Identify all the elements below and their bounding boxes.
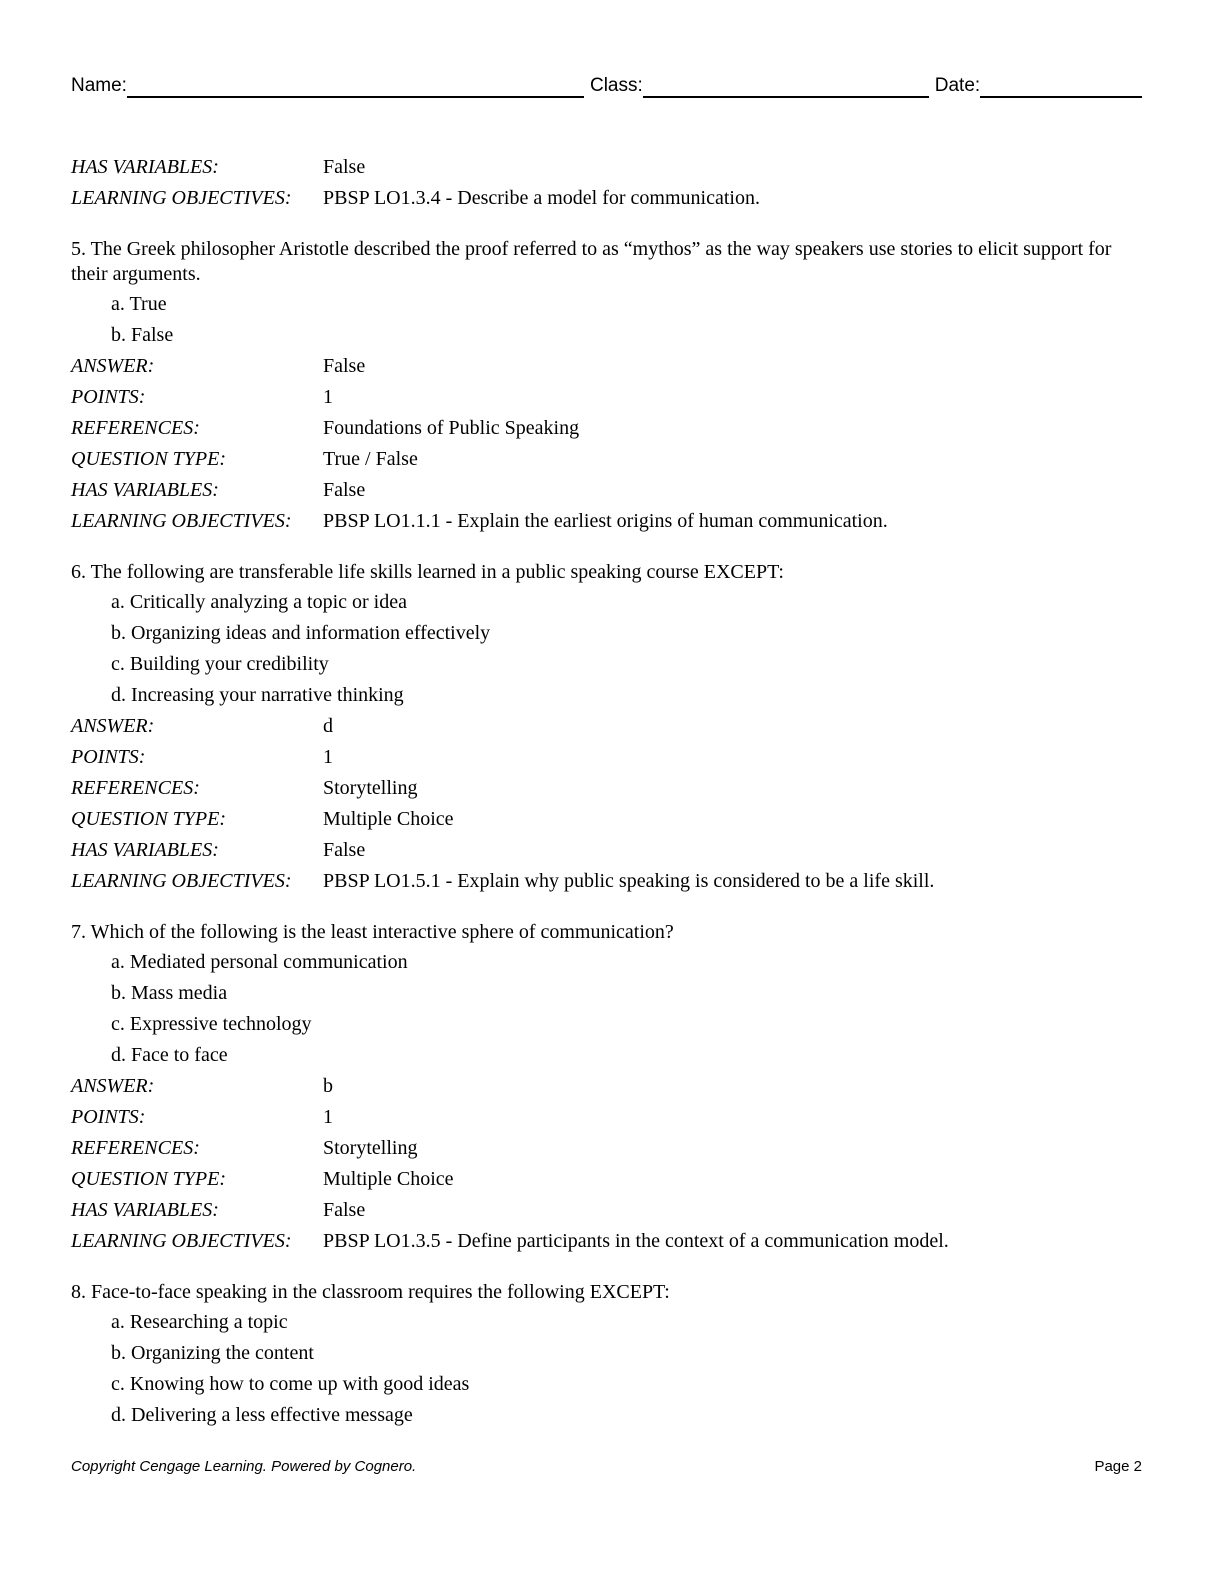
question-7 bbox=[71, 920, 1142, 1257]
question-4-metadata bbox=[71, 152, 1142, 214]
meta-value: 1 bbox=[323, 386, 333, 408]
answer-option: c. Expressive technology bbox=[111, 1013, 312, 1035]
meta-value: False bbox=[323, 479, 366, 501]
meta-row bbox=[71, 506, 1142, 537]
meta-value: False bbox=[323, 355, 366, 377]
meta-value: False bbox=[323, 1199, 366, 1221]
meta-label: QUESTION TYPE: bbox=[71, 1168, 227, 1190]
meta-row bbox=[71, 1195, 1142, 1226]
meta-row bbox=[71, 183, 1142, 214]
meta-value: Multiple Choice bbox=[323, 808, 454, 830]
name-label: Name: bbox=[71, 75, 127, 96]
class-line bbox=[643, 74, 929, 98]
meta-value: PBSP LO1.3.4 - Describe a model for communication. bbox=[323, 187, 760, 209]
meta-label: ANSWER: bbox=[71, 715, 155, 737]
answer-option: a. Mediated personal communication bbox=[111, 951, 408, 973]
meta-row bbox=[71, 351, 1142, 382]
meta-value: Foundations of Public Speaking bbox=[323, 417, 580, 439]
question-6 bbox=[71, 560, 1142, 897]
meta-value: PBSP LO1.1.1 - Explain the earliest origins of human communication. bbox=[323, 510, 888, 532]
meta-row bbox=[71, 711, 1142, 742]
answer-option: a. Critically analyzing a topic or idea bbox=[111, 591, 407, 613]
date-label: Date: bbox=[934, 75, 981, 96]
meta-row bbox=[71, 1102, 1142, 1133]
meta-value: b bbox=[323, 1075, 333, 1097]
meta-value: False bbox=[323, 839, 366, 861]
name-line bbox=[127, 74, 584, 98]
meta-label: ANSWER: bbox=[71, 1075, 155, 1097]
date-line bbox=[980, 74, 1142, 98]
answer-option: b. False bbox=[111, 324, 174, 346]
answer-option: b. Organizing the content bbox=[111, 1342, 314, 1364]
question-text: 6. The following are transferable life skills learned in a public speaking course EXCEPT: bbox=[71, 561, 784, 583]
question-text: 8. Face-to-face speaking in the classroom requires the following EXCEPT: bbox=[71, 1281, 670, 1303]
meta-value: PBSP LO1.3.5 - Define participants in the context of a communication model. bbox=[323, 1230, 949, 1252]
meta-row bbox=[71, 773, 1142, 804]
meta-row bbox=[71, 804, 1142, 835]
meta-label: REFERENCES: bbox=[71, 417, 200, 439]
meta-label: LEARNING OBJECTIVES: bbox=[71, 510, 292, 532]
answer-option: b. Organizing ideas and information effectively bbox=[111, 622, 491, 644]
meta-label: HAS VARIABLES: bbox=[71, 839, 219, 861]
meta-label: POINTS: bbox=[71, 1106, 146, 1128]
meta-value: d bbox=[323, 715, 333, 737]
page-number: Page 2 bbox=[1094, 1458, 1142, 1475]
meta-row bbox=[71, 382, 1142, 413]
page-header bbox=[71, 70, 1142, 98]
meta-label: LEARNING OBJECTIVES: bbox=[71, 187, 292, 209]
answer-option: d. Face to face bbox=[111, 1044, 228, 1066]
question-text: 5. The Greek philosopher Aristotle described the proof referred to as “mythos” as the way speakers use stories to elicit support for their arguments. bbox=[71, 238, 1112, 285]
meta-label: LEARNING OBJECTIVES: bbox=[71, 870, 292, 892]
question-8 bbox=[71, 1280, 1142, 1431]
meta-label: REFERENCES: bbox=[71, 1137, 200, 1159]
meta-row bbox=[71, 413, 1142, 444]
question-5 bbox=[71, 237, 1142, 537]
meta-label: POINTS: bbox=[71, 746, 146, 768]
meta-row bbox=[71, 866, 1142, 897]
meta-value: Multiple Choice bbox=[323, 1168, 454, 1190]
meta-row bbox=[71, 742, 1142, 773]
meta-label: HAS VARIABLES: bbox=[71, 156, 219, 178]
meta-row bbox=[71, 1226, 1142, 1257]
meta-label: QUESTION TYPE: bbox=[71, 448, 227, 470]
meta-label: REFERENCES: bbox=[71, 777, 200, 799]
class-label: Class: bbox=[589, 75, 643, 96]
meta-row bbox=[71, 475, 1142, 506]
meta-value: Storytelling bbox=[323, 1137, 418, 1159]
question-text: 7. Which of the following is the least interactive sphere of communication? bbox=[71, 921, 674, 943]
answer-option: d. Increasing your narrative thinking bbox=[111, 684, 404, 706]
meta-value: 1 bbox=[323, 746, 333, 768]
meta-value: True / False bbox=[323, 448, 418, 470]
meta-value: 1 bbox=[323, 1106, 333, 1128]
meta-value: False bbox=[323, 156, 366, 178]
meta-label: HAS VARIABLES: bbox=[71, 1199, 219, 1221]
meta-value: Storytelling bbox=[323, 777, 418, 799]
meta-row bbox=[71, 835, 1142, 866]
meta-label: POINTS: bbox=[71, 386, 146, 408]
answer-option: a. Researching a topic bbox=[111, 1311, 288, 1333]
meta-label: ANSWER: bbox=[71, 355, 155, 377]
answer-option: d. Delivering a less effective message bbox=[111, 1404, 413, 1426]
page-content bbox=[71, 152, 1142, 1431]
answer-option: a. True bbox=[111, 293, 167, 315]
meta-label: LEARNING OBJECTIVES: bbox=[71, 1230, 292, 1252]
meta-row bbox=[71, 1133, 1142, 1164]
answer-option: c. Knowing how to come up with good ideas bbox=[111, 1373, 470, 1395]
meta-value: PBSP LO1.5.1 - Explain why public speaking is considered to be a life skill. bbox=[323, 870, 935, 892]
answer-option: b. Mass media bbox=[111, 982, 228, 1004]
copyright-text: Copyright Cengage Learning. Powered by Cognero. bbox=[71, 1458, 417, 1475]
answer-option: c. Building your credibility bbox=[111, 653, 329, 675]
meta-label: HAS VARIABLES: bbox=[71, 479, 219, 501]
meta-row bbox=[71, 1164, 1142, 1195]
meta-row bbox=[71, 1071, 1142, 1102]
meta-row bbox=[71, 152, 1142, 183]
page-footer bbox=[71, 1458, 1142, 1480]
meta-row bbox=[71, 444, 1142, 475]
meta-label: QUESTION TYPE: bbox=[71, 808, 227, 830]
